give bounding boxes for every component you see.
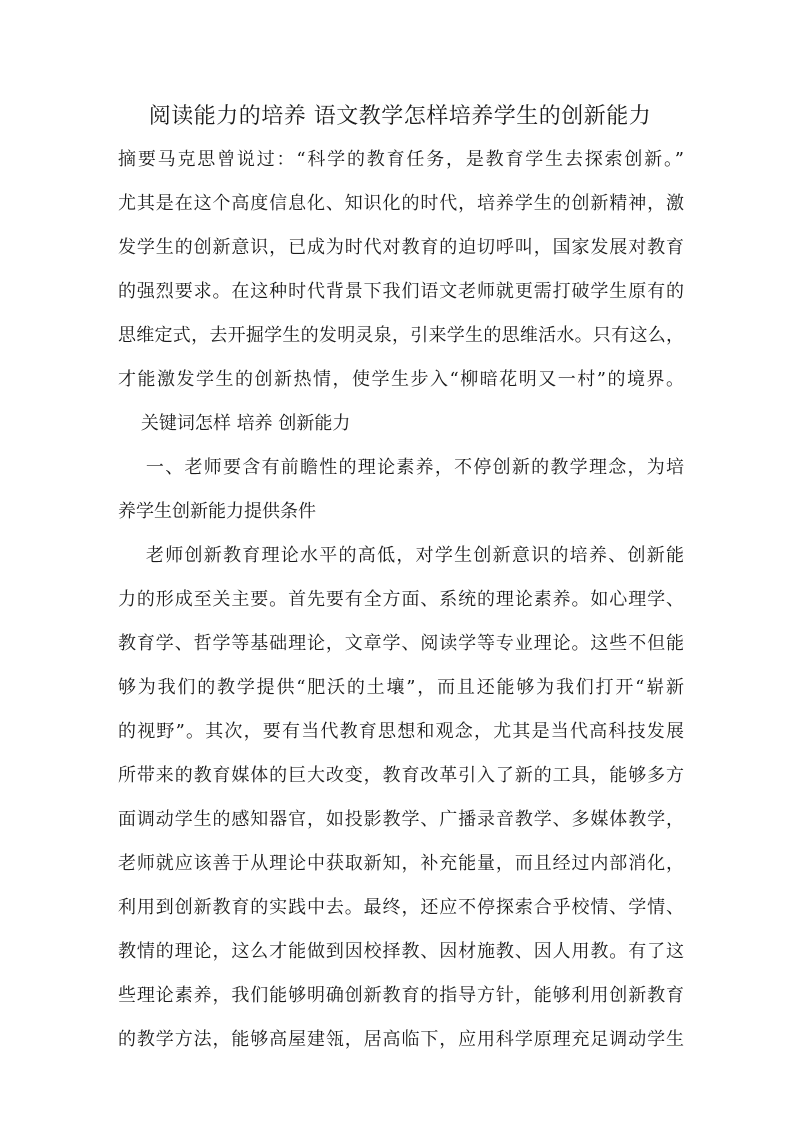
text-line: 思维定式，去开掘学生的发明灵泉，引来学生的思维活水。只有这么， bbox=[118, 325, 684, 346]
section-heading-line: 养学生创新能力提供条件 bbox=[118, 501, 316, 522]
text-line: 的强烈要求。在这种时代背景下我们语文老师就更需打破学生原有的 bbox=[118, 281, 684, 302]
text-line: 摘要马克思曾说过：“科学的教育任务，是教育学生去探索创新。” bbox=[118, 149, 684, 170]
text-line: 才能激发学生的创新热情，使学生步入“柳暗花明又一村”的境界。 bbox=[118, 369, 684, 390]
text-line: 发学生的创新意识，已成为时代对教育的迫切呼叫，国家发展对教育 bbox=[118, 237, 684, 258]
text-line: 尤其是在这个高度信息化、知识化的时代，培养学生的创新精神，激 bbox=[118, 193, 684, 214]
text-line: 些理论素养，我们能够明确创新教育的指导方针，能够利用创新教育 bbox=[118, 985, 684, 1006]
text-line: 利用到创新教育的实践中去。最终，还应不停探索合乎校情、学情、 bbox=[118, 897, 684, 918]
text-line: 力的形成至关主要。首先要有全方面、系统的理论素养。如心理学、 bbox=[118, 589, 684, 610]
text-line: 教情的理论，这么才能做到因校择教、因材施教、因人用教。有了这 bbox=[118, 941, 684, 962]
document-title: 阅读能力的培养 语文教学怎样培养学生的创新能力 bbox=[148, 104, 652, 129]
text-line: 的教学方法，能够高屋建瓴，居高临下，应用科学原理充足调动学生 bbox=[118, 1029, 684, 1050]
keywords-line: 关键词怎样 培养 创新能力 bbox=[118, 413, 351, 434]
text-line: 老师就应该善于从理论中获取新知，补充能量，而且经过内部消化， bbox=[118, 853, 684, 874]
section-heading-line: 一、老师要含有前瞻性的理论素养，不停创新的教学理念，为培 bbox=[118, 457, 684, 478]
text-line: 教育学、哲学等基础理论，文章学、阅读学等专业理论。这些不但能 bbox=[118, 633, 684, 654]
text-line: 老师创新教育理论水平的高低，对学生创新意识的培养、创新能 bbox=[118, 545, 684, 566]
text-line: 所带来的教育媒体的巨大改变，教育改革引入了新的工具，能够多方 bbox=[118, 765, 684, 786]
text-line: 够为我们的教学提供“肥沃的土壤”，而且还能够为我们打开“崭新 bbox=[118, 677, 684, 698]
text-line: 面调动学生的感知器官，如投影教学、广播录音教学、多媒体教学， bbox=[118, 809, 684, 830]
text-line: 的视野”。其次，要有当代教育思想和观念，尤其是当代高科技发展 bbox=[118, 721, 684, 742]
